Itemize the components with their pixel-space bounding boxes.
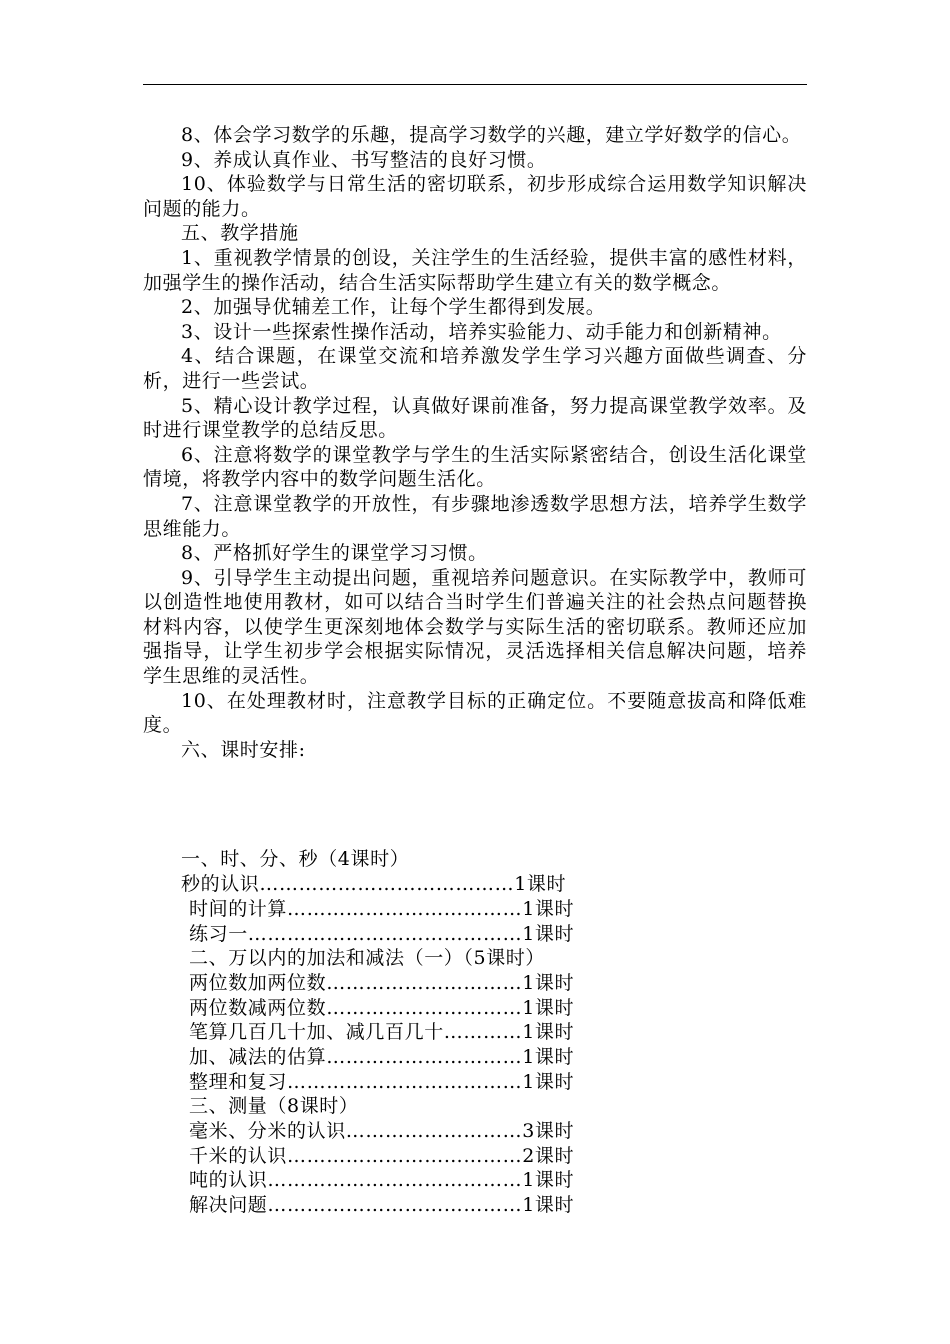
paragraph-measure-4: 4、结合课题，在课堂交流和培养激发学生学习兴趣方面做些调查、分析，进行一些尝试。	[143, 345, 807, 392]
schedule-item: 吨的认识…………………………………1课时	[189, 1169, 575, 1191]
schedule-item: 两位数加两位数…………………………1课时	[189, 972, 575, 994]
schedule-item: 毫米、分米的认识………………………3课时	[189, 1120, 575, 1142]
section-heading-schedule: 六、课时安排:	[181, 738, 306, 761]
paragraph-goal-9: 9、养成认真作业、书写整洁的良好习惯。	[181, 148, 547, 171]
paragraph-measure-3: 3、设计一些探索性操作活动，培养实验能力、动手能力和创新精神。	[181, 320, 782, 343]
schedule-item: 解决问题…………………………………1课时	[189, 1194, 575, 1216]
schedule-item: 时间的计算………………………………1课时	[189, 898, 575, 920]
section-heading-measures: 五、教学措施	[181, 222, 299, 245]
paragraph-measure-5: 5、精心设计教学过程，认真做好课前准备，努力提高课堂教学效率。及时进行课堂教学的总结反思。	[143, 394, 807, 442]
schedule-item: 秒的认识…………………………………1课时	[181, 873, 567, 895]
schedule-unit-heading: 三、测量（8课时）	[189, 1095, 359, 1117]
schedule-item: 整理和复习………………………………1课时	[189, 1071, 575, 1093]
paragraph-goal-10: 10、体验数学与日常生活的密切联系，初步形成综合运用数学知识解决问题的能力。	[143, 173, 807, 220]
schedule-item: 笔算几百几十加、减几百几十…………1课时	[189, 1021, 575, 1043]
paragraph-measure-6: 6、注意将数学的课堂教学与学生的生活实际紧密结合，创设生活化课堂情境，将教学内容中的数学问题生活化。	[143, 443, 807, 491]
schedule-item: 两位数减两位数…………………………1课时	[189, 997, 575, 1019]
paragraph-measure-8: 8、严格抓好学生的课堂学习习惯。	[181, 542, 488, 565]
paragraph-measure-7: 7、注意课堂教学的开放性，有步骤地渗透数学思想方法，培养学生数学思维能力。	[143, 492, 807, 540]
document-body	[143, 123, 807, 762]
paragraph-measure-2: 2、加强导优辅差工作，让每个学生都得到发展。	[181, 296, 606, 319]
header-rule	[143, 84, 807, 85]
paragraph-measure-10: 10、在处理教材时，注意教学目标的正确定位。不要随意拔高和降低难度。	[143, 689, 807, 737]
paragraph-goal-8: 8、体会学习数学的乐趣，提高学习数学的兴趣，建立学好数学的信心。	[181, 124, 802, 146]
paragraph-measure-9: 9、引导学生主动提出问题，重视培养问题意识。在实际教学中，教师可以创造性地使用教材，如可以结合当时学生们普遍关注的社会热点问题替换材料内容，以使学生更深刻地体会数学与实际生活的密切联系。教师还应加强指导，让学生初步学会根据实际情况，灵活选择相关信息解决问题，培养学生思维的灵活性。	[143, 566, 807, 688]
schedule-item: 练习一……………………………………1课时	[189, 923, 575, 945]
schedule-unit-heading: 一、时、分、秒（4课时）	[181, 848, 410, 870]
schedule-item: 千米的认识………………………………2课时	[189, 1145, 575, 1167]
schedule-item: 加、减法的估算…………………………1课时	[189, 1046, 575, 1068]
schedule-unit-heading: 二、万以内的加法和减法（一）（5课时）	[189, 947, 545, 969]
paragraph-measure-1: 1、重视教学情景的创设，关注学生的生活经验，提供丰富的感性材料，加强学生的操作活动，结合生活实际帮助学生建立有关的数学概念。	[143, 246, 807, 294]
